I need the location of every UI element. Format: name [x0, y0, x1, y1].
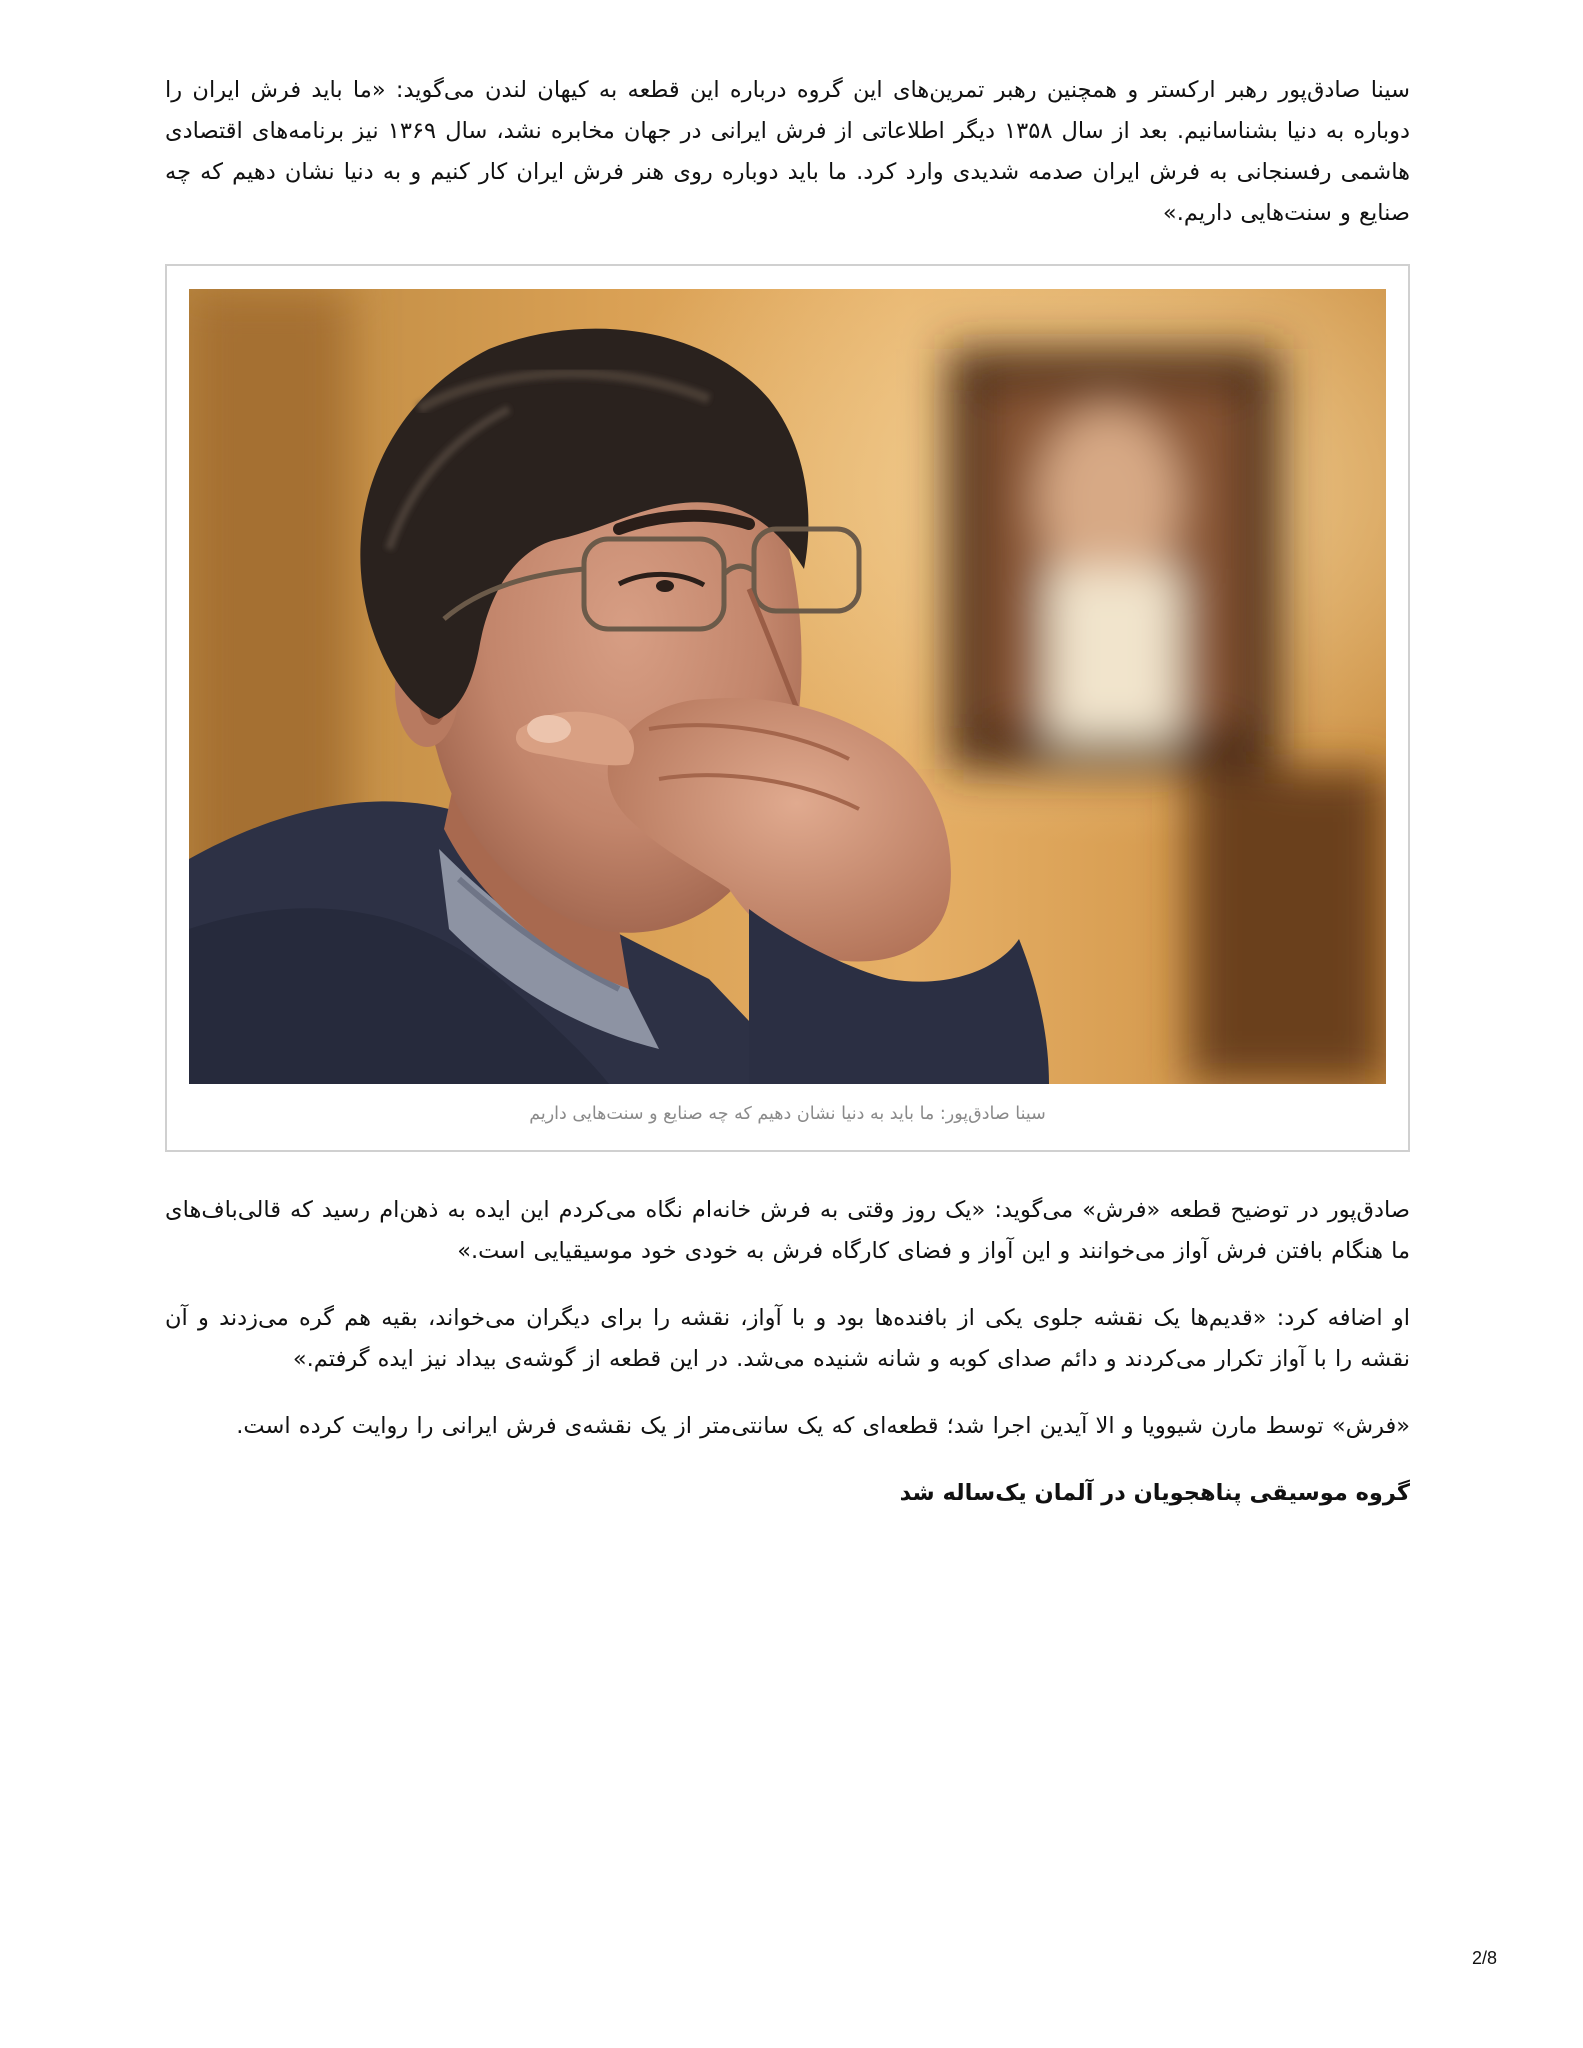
paragraph-2: صادق‌پور در توضیح قطعه «فرش» می‌گوید: «یک روز وقتی به فرش خانه‌ام نگاه می‌کردم این ایده به ذهن‌ام رسید که قالی‌باف‌های ما هنگام بافتن فرش آواز می‌خوانند و این آواز و فضای کارگاه فرش به خودی خود موسیقیایی است.»	[165, 1197, 1410, 1264]
related-article-heading: گروه موسیقی پناهجویان در آلمان یک‌ساله شد	[899, 1480, 1410, 1506]
paragraph-3: او اضافه کرد: «قدیم‌ها یک نقشه جلوی یکی از بافنده‌ها بود و با آواز، نقشه را برای دیگران می‌خواند، بقیه هم گره می‌زدند و آن نقشه را با آواز تکرار می‌کردند و دائم صدای کوبه و شانه شنیده می‌شد. در این قطعه از گوشه‌ی بیداد نیز ایده گرفتم.»	[165, 1305, 1410, 1372]
paragraph-intro: سینا صادق‌پور رهبر ارکستر و همچنین رهبر تمرین‌های این گروه درباره این قطعه به کیهان لندن می‌گوید: «ما باید فرش ایران را دوباره به دنیا بشناسانیم. بعد از سال ۱۳۵۸ دیگر اطلاعاتی از فرش ایرانی در جهان مخابره نشد، سال ۱۳۶۹ نیز برنامه‌های اقتصادی هاشمی رفسنجانی به فرش ایران صدمه شدیدی وارد کرد. ما باید دوباره روی هنر فرش ایران کار کنیم و به دنیا نشان دهیم که چه صنایع و سنت‌هایی داریم.»	[165, 77, 1410, 226]
article-body	[165, 70, 1410, 1513]
photo-caption: سینا صادق‌پور: ما باید به دنیا نشان دهیم که چه صنایع و سنت‌هایی داریم	[529, 1104, 1046, 1124]
portrait-photo	[189, 289, 1386, 1084]
paragraph-4: «فرش» توسط مارن شیوویا و الا آیدین اجرا شد؛ قطعه‌ای که یک سانتی‌متر از یک نقشه‌ی فرش ایرانی را روایت کرده است.	[236, 1413, 1410, 1439]
article-figure	[165, 264, 1410, 1152]
page-number: 2/8	[1472, 1948, 1498, 1968]
